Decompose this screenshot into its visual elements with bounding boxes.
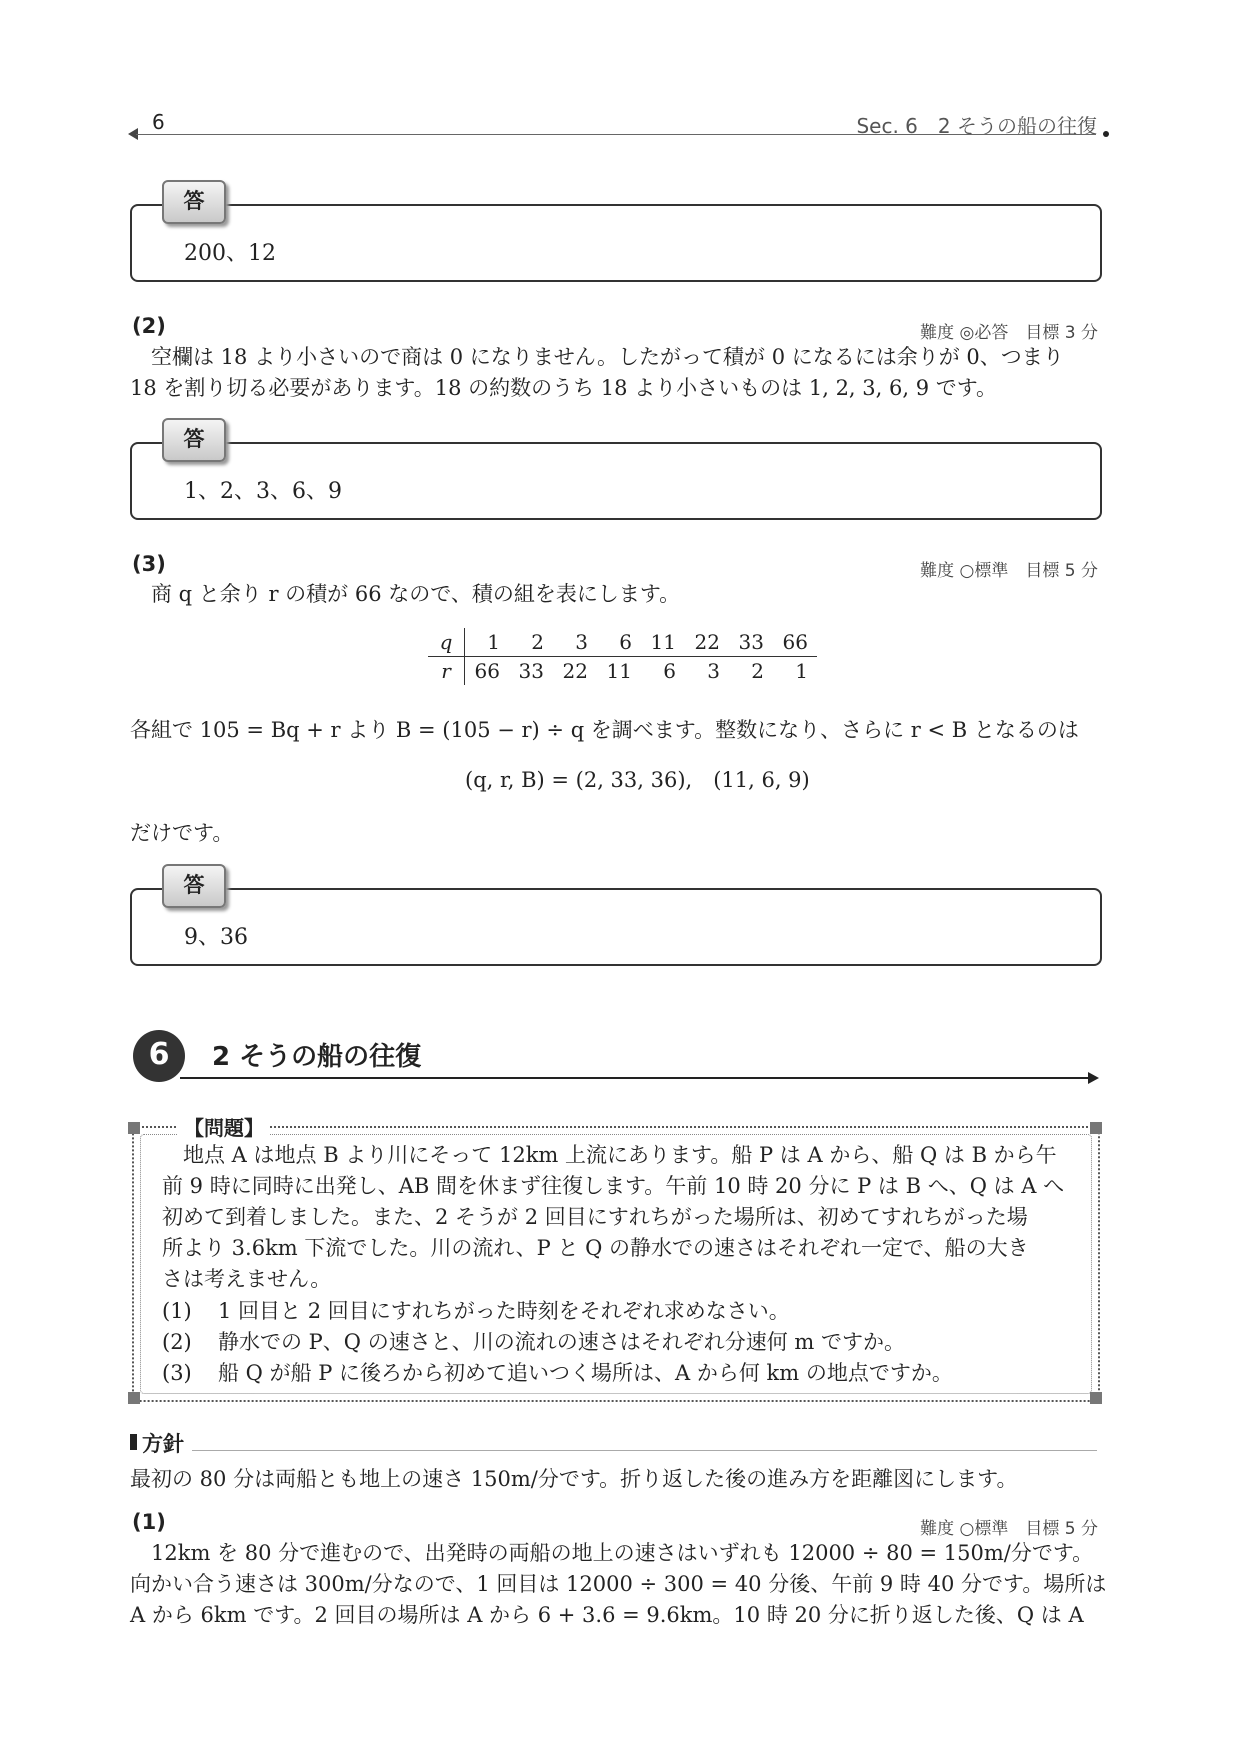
display-formula: (q, r, B) = (2, 33, 36), (11, 6, 9) <box>465 768 810 792</box>
answer-box <box>130 204 1102 282</box>
problem-item-number: (1) <box>162 1299 192 1323</box>
paragraph-line: 各組で 105 = Bq + r より B = (105 − r) ÷ q を調べます。整数になり、さらに r < B となるのは <box>130 718 1079 742</box>
paragraph-line: だけです。 <box>130 821 234 845</box>
section-arrow-icon <box>1088 1072 1099 1084</box>
table-header-q: q <box>428 628 465 657</box>
problem-text <box>162 1140 1064 1295</box>
paragraph-line: 向かい合う速さは 300m/分なので、1 回目は 12000 ÷ 300 = 40 分後、午前 9 時 40 分です。場所は <box>130 1572 1107 1596</box>
problem-item <box>162 1326 905 1356</box>
difficulty-note: 難度 ◎必答 目標 3 分 <box>920 323 1098 343</box>
answer-label: 答 <box>162 180 226 224</box>
table-cell: 66 <box>474 659 500 683</box>
answer-label: 答 <box>162 418 226 462</box>
policy-rule <box>192 1450 1097 1451</box>
table-cell: 1 <box>465 628 510 657</box>
table-cell: 3 <box>553 628 597 657</box>
table-cell: 3 <box>707 659 720 683</box>
table-cell: 22 <box>685 628 729 657</box>
table-cell: 22 <box>562 659 588 683</box>
section-title: 2 そうの船の往復 <box>212 1042 422 1072</box>
problem-item-text: 静水での P、Q の速さと、川の流れの速さはそれぞれ分速何 m ですか。 <box>218 1330 905 1354</box>
answer-box <box>130 442 1102 520</box>
problem-item-number: (2) <box>162 1330 192 1354</box>
policy-heading: 方針 <box>142 1432 184 1456</box>
part-label: (2) <box>132 314 166 338</box>
problem-line: 地点 A は地点 B より川にそって 12km 上流にあります。船 P は A から、船 Q は B から午 <box>162 1143 1057 1167</box>
header-rule <box>136 134 1096 135</box>
problem-line: 初めて到着しました。また、2 そうが 2 回目にすれちがった場所は、初めてすれちがった場 <box>162 1205 1028 1229</box>
corner-ornament-icon <box>1090 1122 1102 1134</box>
table-cell: 11 <box>641 628 685 657</box>
problem-line: さは考えません。 <box>162 1267 332 1291</box>
table-cell: 2 <box>509 628 553 657</box>
part-label: (1) <box>132 1510 166 1534</box>
section-rule <box>180 1077 1090 1079</box>
problem-line: 所より 3.6km 下流でした。川の流れ、P と Q の静水での速さはそれぞれ一定で、船の大き <box>162 1236 1029 1260</box>
part-label: (3) <box>132 552 166 576</box>
table-cell: 66 <box>773 628 817 657</box>
problem-item <box>162 1357 953 1387</box>
answer-label: 答 <box>162 864 226 908</box>
page-number: 6 <box>152 110 165 134</box>
problem-item-number: (3) <box>162 1361 192 1385</box>
table-cell: 2 <box>751 659 764 683</box>
header-dot-icon <box>1103 131 1109 137</box>
corner-ornament-icon <box>128 1122 140 1134</box>
section-number-badge: 6 <box>133 1030 185 1082</box>
answer-text: 9、36 <box>184 925 248 950</box>
difficulty-note: 難度 ○標準 目標 5 分 <box>920 1519 1098 1539</box>
table-cell: 11 <box>606 659 632 683</box>
table-cell: 1 <box>795 659 808 683</box>
table-header-r: r <box>428 657 465 686</box>
answer-text: 200、12 <box>184 241 276 266</box>
problem-item-text: 船 Q が船 P に後ろから初めて追いつく場所は、A から何 km の地点ですか。 <box>218 1361 953 1385</box>
problem-label: 【問題】 <box>178 1112 270 1141</box>
table-cell: 33 <box>518 659 544 683</box>
problem-item-text: 1 回目と 2 回目にすれちがった時刻をそれぞれ求めなさい。 <box>218 1299 790 1323</box>
qr-table <box>428 628 817 685</box>
problem-line: 前 9 時に同時に出発し、AB 間を休まず往復します。午前 10 時 20 分に P は B へ、Q は A へ <box>162 1174 1065 1198</box>
table-cell: 6 <box>663 659 676 683</box>
paragraph-line: A から 6km です。2 回目の場所は A から 6 + 3.6 = 9.6km。10 時 20 分に折り返した後、Q は A <box>130 1603 1084 1627</box>
corner-ornament-icon <box>128 1392 140 1404</box>
table-row <box>428 657 817 686</box>
paragraph-line: 商 q と余り r の積が 66 なので、積の組を表にします。 <box>130 582 681 606</box>
policy-text: 最初の 80 分は両船とも地上の速さ 150m/分です。折り返した後の進み方を距離図にします。 <box>130 1467 1018 1491</box>
problem-item <box>162 1295 790 1325</box>
paragraph-line: 12km を 80 分で進むので、出発時の両船の地上の速さはいずれも 12000 ÷ 80 = 150m/分です。 <box>130 1541 1094 1565</box>
difficulty-note: 難度 ○標準 目標 5 分 <box>920 561 1098 581</box>
running-header-title: Sec. 6 2 そうの船の往復 <box>856 114 1097 138</box>
paragraph-line: 18 を割り切る必要があります。18 の約数のうち 18 より小さいものは 1, 2, 3, 6, 9 です。 <box>130 376 998 400</box>
heading-marker-icon <box>130 1434 137 1450</box>
answer-box <box>130 888 1102 966</box>
answer-text: 1、2、3、6、9 <box>184 479 342 504</box>
table-cell: 6 <box>597 628 641 657</box>
table-cell: 33 <box>729 628 773 657</box>
corner-ornament-icon <box>1090 1392 1102 1404</box>
paragraph-line: 空欄は 18 より小さいので商は 0 になりません。したがって積が 0 になるには余りが 0、つまり <box>130 345 1064 369</box>
table-row <box>428 628 817 657</box>
